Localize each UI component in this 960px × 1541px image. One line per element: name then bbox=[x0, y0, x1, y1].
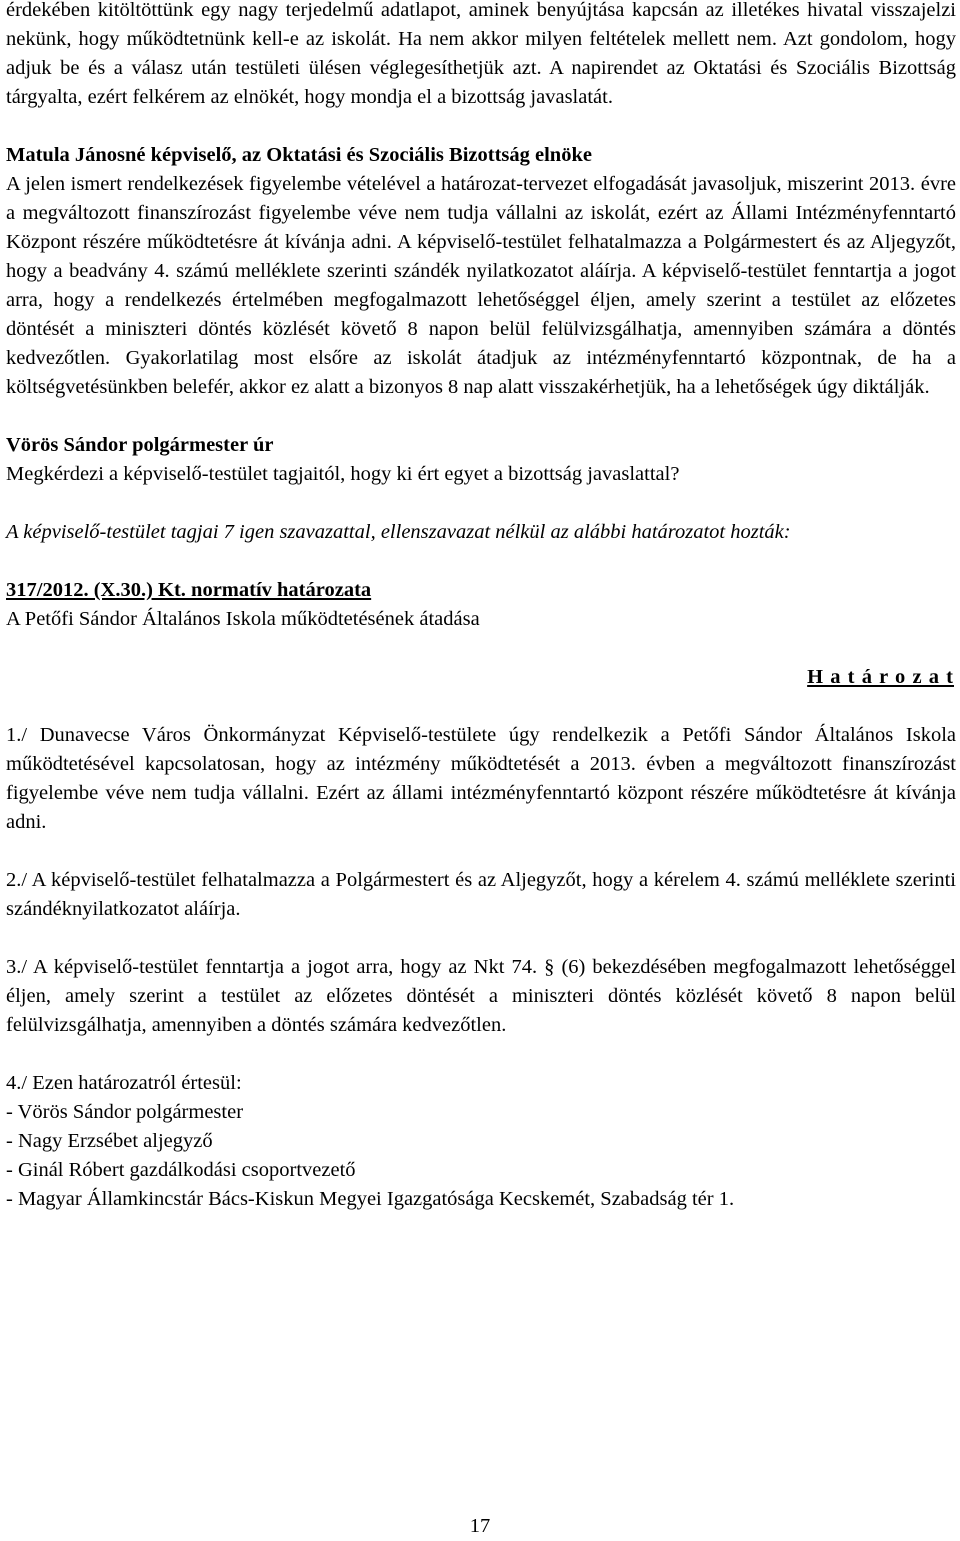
resolution-point-1: 1./ Dunavecse Város Önkormányzat Képviselő-testülete úgy rendelkezik a Petőfi Sándor Általános Iskola működtetésével kapcsolatosan, hogy az intézmény működtetését a 2013. évben a megváltozott finanszírozást figyelembe véve nem tudja vállalni. Ezért az állami intézményfenntartó központ részére működtetésre át kívánja adni. bbox=[6, 724, 956, 833]
notify-item: - Vörös Sándor polgármester bbox=[6, 1101, 244, 1123]
spacer bbox=[6, 924, 956, 953]
speaker-statement-matula: A jelen ismert rendelkezések figyelembe vételével a határozat-tervezet elfogadását javasoljuk, miszerint 2013. évre a megváltozott finanszírozást figyelembe véve nem tudja vállalni az iskolát, ezért az Állami Intézményfenntartó Központ részére működtetésre át kívánja adni. A képviselő-testület felhatalmazza a Polgármestert és az Aljegyzőt, hogy a beadvány 4. számú melléklete szerinti szándék nyilatkozatot aláírja. A képviselő-testület fenntartja a jogot arra, hogy a rendelkezés értelmében megfogalmazott lehetőséggel éljen, amely szerint a testület az előzetes döntését a miniszteri döntés közlését követő 8 napon belül felülvizsgálhatja, amennyiben számára a döntés kedvezőtlen. Gyakorlatilag most elsőre az iskolát átadjuk az intézményfenntartó központnak, de ha a költségvetésünkben belefér, akkor ez alatt a bizonyos 8 nap alatt visszakérhetjük, ha a lehetőségek úgy diktálják. bbox=[6, 173, 956, 398]
resolution-number-line bbox=[6, 576, 956, 605]
resolution-subject: A Petőfi Sándor Általános Iskola működtetésének átadása bbox=[6, 608, 480, 630]
resolution-point-2: 2./ A képviselő-testület felhatalmazza a Polgármestert és az Aljegyzőt, hogy a kérelem 4. számú melléklete szerinti szándéknyilatkozatot aláírja. bbox=[6, 869, 956, 920]
spacer bbox=[6, 489, 956, 518]
document-page bbox=[6, 0, 956, 1214]
notify-item: - Nagy Erzsébet aljegyző bbox=[6, 1130, 213, 1152]
spacer bbox=[6, 547, 956, 576]
hatarozat-heading: H a t á r o z a t bbox=[807, 666, 954, 688]
speaker-statement-voros: Megkérdezi a képviselő-testület tagjaitól, hogy ki ért egyet a bizottság javaslattal? bbox=[6, 463, 680, 485]
speaker-heading-matula: Matula Jánosné képviselő, az Oktatási és Szociális Bizottság elnöke bbox=[6, 144, 592, 166]
notify-item: - Ginál Róbert gazdálkodási csoportvezető bbox=[6, 1159, 356, 1181]
notify-item: - Magyar Államkincstár Bács-Kiskun Megyei Igazgatósága Kecskemét, Szabadság tér 1. bbox=[6, 1188, 735, 1210]
intro-paragraph: érdekében kitöltöttünk egy nagy terjedelmű adatlapot, aminek benyújtása kapcsán az illetékes hivatal visszajelzi nekünk, hogy működtetnünk kell-e az iskolát. Ha nem akkor milyen feltételek mellett nem. Azt gondolom, hogy adjuk be és a válasz után testületi ülésen véglegesíthetjük azt. A napirendet az Oktatási és Szociális Bizottság tárgyalta, ezért felkérem az elnökét, hogy mondja el a bizottság javaslatát. bbox=[6, 0, 956, 108]
page-number: 17 bbox=[469, 1515, 491, 1537]
spacer bbox=[6, 402, 956, 431]
spacer bbox=[6, 837, 956, 866]
spacer bbox=[6, 112, 956, 141]
notify-heading: 4./ Ezen határozatról értesül: bbox=[6, 1072, 242, 1094]
speaker-heading-voros: Vörös Sándor polgármester úr bbox=[6, 434, 274, 456]
spacer bbox=[6, 1040, 956, 1069]
resolution-number: 317/2012. (X.30.) Kt. normatív határozata bbox=[6, 579, 372, 601]
vote-result: A képviselő-testület tagjai 7 igen szavazattal, ellenszavazat nélkül az alábbi határozatot hozták: bbox=[6, 521, 791, 543]
resolution-point-3: 3./ A képviselő-testület fenntartja a jogot arra, hogy az Nkt 74. § (6) bekezdésében megfogalmazott lehetőséggel éljen, amely szerint a testület az előzetes döntését a miniszteri döntés közlését követő 8 napon belül felülvizsgálhatja, amennyiben a döntés számára kedvezőtlen. bbox=[6, 956, 956, 1036]
spacer bbox=[6, 634, 956, 663]
spacer bbox=[6, 692, 956, 721]
